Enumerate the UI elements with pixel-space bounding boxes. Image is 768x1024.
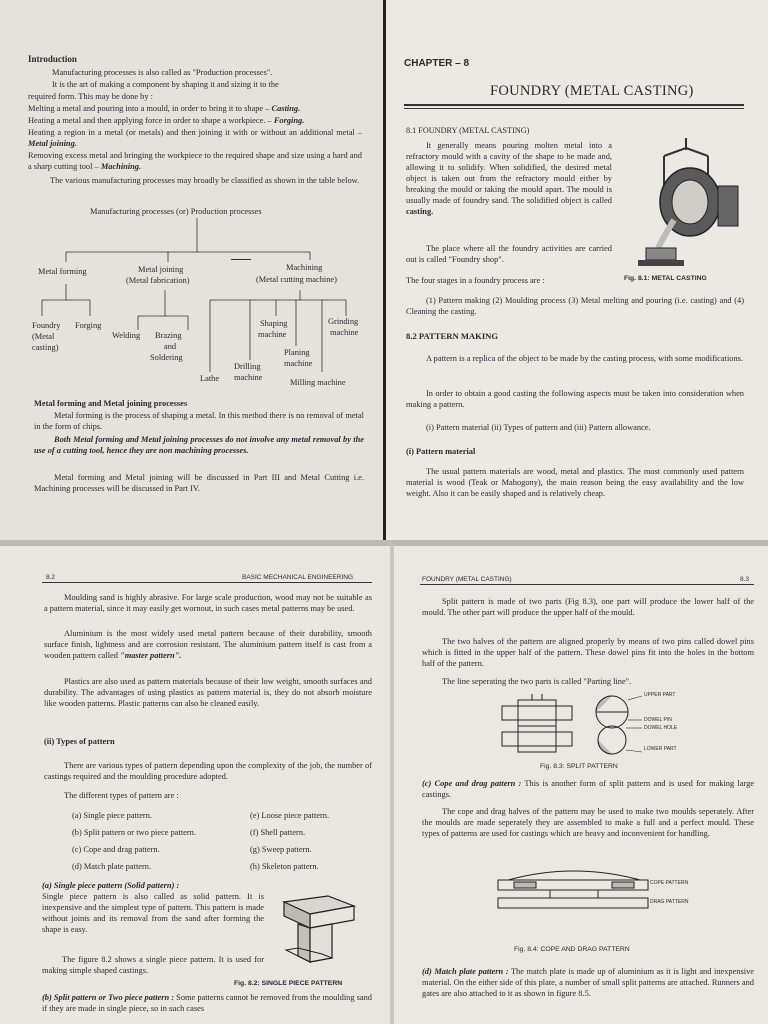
tree-shaping-machine: machine [258,330,287,339]
fig-8-2-text: The figure 8.2 shows a single piece pattern. It is used for making simple shaped castings. [42,955,264,975]
tree-foundry-casting: casting) [32,343,59,352]
type-h: (h) Skeleton pattern. [250,862,319,871]
single-piece-pattern-drawing [274,892,370,972]
page-top-left [0,0,384,540]
metal-casting-illustration [634,136,744,272]
section-8-2-heading: 8.2 PATTERN MAKING [406,331,499,341]
tree-foundry: Foundry [32,321,61,330]
mf-last: Metal forming and Metal joining will be discussed in Part III and Metal Cutting i.e. Machining processes will be discussed in Part IV. [34,473,364,493]
tree-machining-sub: (Metal cutting machine) [256,275,337,284]
stages-text: (1) Pattern making (2) Moulding process (3) Metal melting and pouring (i.e. casting) and (4) Cleaning the casting. [406,296,744,316]
page-number-8-3: 8.3 [740,576,750,583]
fig-8-2-caption: Fig. 8.2: SINGLE PIECE PATTERN [234,980,343,987]
header-rule-right [420,584,754,585]
section-8-1-text: It generally means pouring molten metal into a refractory mould with a cavity of the shape to be made and, allowing it to solidify. When solidified, the desired metal object is taken out from the refractory mould either by breaking the mould or taking the mould apart. The mould is usually made of foundry sand. The solidified object is called casting. [406,141,612,216]
label-upper-part: UPPER PART [644,692,676,698]
tree-planing: Planing [284,348,310,357]
aspects-text: In order to obtain a good casting the following aspects must be taken into consideration when making a pattern. [406,389,744,409]
page-bottom-right [394,546,768,1024]
page-top-right [386,0,768,540]
def-forging: Heating a metal and then applying force in order to shape a workpiece. – Forging. [28,116,305,125]
def-machining: Removing excess metal and bringing the workpiece to the required shape and size using a hard and a sharp cutting tool – Machining. [28,151,362,171]
chapter-number: CHAPTER – 8 [404,58,470,69]
types-heading: (ii) Types of pattern [44,737,115,746]
tree-metal-fabrication: (Metal fabrication) [126,276,190,285]
foundry-shop-text: The place where all the foundry activities are carried out is called "Foundry shop". [406,244,612,264]
section-8-2-text: A pattern is a replica of the object to be made by the casting process, with some modifications. [426,354,743,363]
tree-welding: Welding [112,331,141,340]
single-piece-text: Single piece pattern is also called as solid pattern. It is inexpensive and the simplest type of pattern. This pattern is made without joints and its removal from the sand after forming the shape is easy. [42,892,264,934]
parting-line-text: The line seperating the two parts is called "Parting line". [442,677,632,686]
cope-drag-text: (c) Cope and drag pattern : This is another form of split pattern and is used for making large castings. [422,779,754,799]
tree-drilling-machine: machine [234,373,263,382]
label-dowel-pin: DOWEL PIN [644,717,672,723]
tree-lathe: Lathe [200,374,220,383]
four-stages-text: The four stages in a foundry process are : [406,276,545,285]
title-rule-2 [404,108,744,109]
classification-tree [0,0,384,400]
aluminium-text: Aluminium is the most widely used metal pattern because of their durability, smooth surface finish, lightness and are corrosion resistant. The aluminium pattern itself is cast from a wooden pattern called "master pattern". [44,629,372,660]
def-joining: Heating a region in a metal (or metals) and then joining it with or without an additional metal – Metal joining. [28,128,362,148]
mf-italic: Both Metal forming and Metal joining processes do not involve any metal removal by the use of a cutting tool, hence they are non machining processes. [34,435,364,455]
split-pattern-text: (b) Split pattern or Two piece pattern : Some patterns cannot be removed from the moulding sand if they are made in single piece, so in such cases [42,993,372,1013]
type-e: (e) Loose piece pattern. [250,811,330,820]
intro-heading: Introduction [28,54,77,64]
fig-8-3-caption: Fig. 8.3: SPLIT PATTERN [540,763,618,770]
running-head-left: BASIC MECHANICAL ENGINEERING [242,574,354,581]
page-bottom-left [0,546,390,1024]
tree-title: Manufacturing processes (or) Production processes [90,207,262,216]
dowel-text: The two halves of the pattern are aligned properly by means of two pins called dowel pins which is fitted in the upper half of the pattern. These dowel pins fit into the holes in the bottom half of the pattern. [422,637,754,668]
fig-8-1-caption: Fig. 8.1: METAL CASTING [624,275,707,282]
label-drag-pattern: DRAG PATTERN [650,899,689,905]
tree-drilling: Drilling [234,362,261,371]
type-d: (d) Match plate pattern. [72,862,152,871]
section-8-1-heading: 8.1 FOUNDRY (METAL CASTING) [406,126,530,135]
match-plate-text: (d) Match plate pattern : The match plate is made up of aluminium as it is light and inexpensive material. On the either side of this plate, a number of small split patterns are attached. Runners and gates are also attached to it as shown in figure 8.5. [422,967,754,998]
pattern-material-text: The usual pattern materials are wood, metal and plastics. The most commonly used pattern material is wood (Teak or Mahogony), the main reason being the easy availability and the low weight. Also it can be easily shaped and is relatively cheap. [406,467,744,498]
header-rule [42,582,372,583]
types-text: There are various types of pattern depending upon the complexity of the job, the number of castings required and the moulding procedure adopted. [44,761,372,781]
tree-dash [231,259,251,260]
cope-drag-drawing [494,868,654,920]
tree-and: and [164,342,177,351]
split-intro-text: Split pattern is made of two parts (Fig 8.3), one part will produce the lower half of the mould. The other part will produce the upper half of the mould. [422,597,754,617]
tree-milling: Milling machine [290,378,346,387]
tree-soldering: Soldering [150,353,183,362]
different-types: The different types of pattern are : [64,791,179,800]
intro-line-2: It is the art of making a component by shaping it and sizing it to the [52,80,279,89]
intro-line-3: required form. This may be done by : [28,92,153,101]
mf-text: Metal forming is the process of shaping a metal. In this method there is no removal of metal in the form of chips. [34,411,364,431]
aspect-list: (i) Pattern material (ii) Types of pattern and (iii) Pattern allowance. [426,423,651,432]
tree-grinding: Grinding [328,317,359,326]
label-dowel-hole: DOWEL HOLE [644,725,678,731]
tree-foundry-metal: (Metal [32,332,55,341]
tree-machining: Machining [286,263,323,272]
type-b: (b) Split pattern or two piece pattern. [72,828,196,837]
tree-shaping: Shaping [260,319,288,328]
type-a: (a) Single piece pattern. [72,811,152,820]
title-rule-1 [404,104,744,106]
tree-metal-forming: Metal forming [38,267,87,276]
label-lower-part: LOWER PART [644,746,677,752]
tree-grinding-machine: machine [330,328,359,337]
def-casting: Melting a metal and pouring into a mould, in order to bring it to shape – Casting. [28,104,301,113]
tree-metal-joining: Metal joining [138,265,184,274]
label-cope-pattern: COPE PATTERN [650,880,689,886]
type-c: (c) Cope and drag pattern. [72,845,160,854]
mf-heading: Metal forming and Metal joining processes [34,399,188,408]
classify-text: The various manufacturing processes may broadly be classified as shown in the table below. [50,176,360,185]
type-g: (g) Sweep pattern. [250,845,312,854]
chapter-title: FOUNDRY (METAL CASTING) [490,83,694,99]
cope-drag-text-2: The cope and drag halves of the pattern may be used to make two moulds seperately. After the moulds are made seperately they are assembled to make a full and a perfect mould. These types of patterns are used for castings which are heavy and inconvenient for handling. [422,807,754,838]
pattern-material-heading: (i) Pattern material [406,447,476,456]
plastics-text: Plastics are also used as pattern materials because of their low weight, smooth surfaces and durability. The advantages of using plastics as pattern material is, they do not absorb moisture like wooden patterns. Plastic patterns can also be cleaned easily. [44,677,372,708]
fig-8-4-caption: Fig. 8.4: COPE AND DRAG PATTERN [514,946,630,953]
type-f: (f) Shell pattern. [250,828,306,837]
single-piece-heading: (a) Single piece pattern (Solid pattern) : [42,881,180,890]
tree-brazing: Brazing [155,331,182,340]
sand-text: Moulding sand is highly abrasive. For large scale production, wood may not be suitable as a pattern material, since it may easily get wornout, in such cases metal patterns may be used. [44,593,372,613]
page-number-8-2: 8.2 [46,574,56,581]
tree-planing-machine: machine [284,359,313,368]
page-gap-vertical [383,0,386,540]
tree-forging: Forging [75,321,102,330]
intro-line-1: Manufacturing processes is also called as "Production processes". [52,68,273,77]
running-head-right: FOUNDRY (METAL CASTING) [422,576,512,583]
